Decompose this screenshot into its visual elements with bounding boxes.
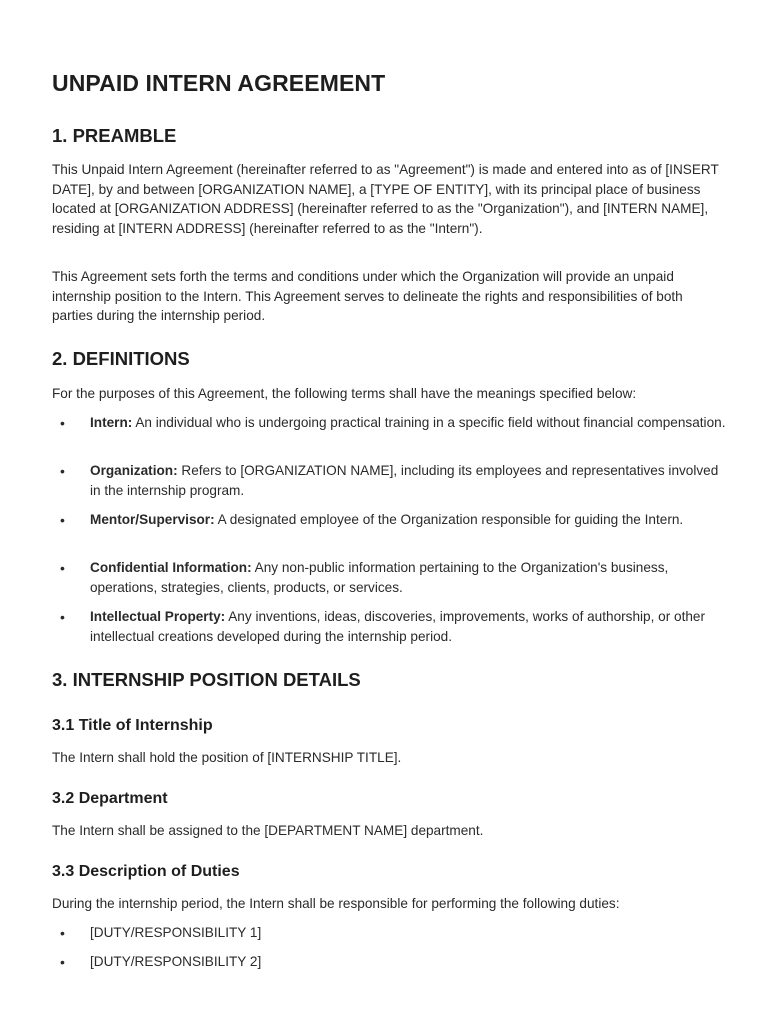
duty-text: [DUTY/RESPONSIBILITY 2] xyxy=(90,954,262,969)
duty-item xyxy=(52,923,730,943)
department-text: The Intern shall be assigned to the [DEPARTMENT NAME] department. xyxy=(52,823,484,838)
definition-text: Refers to [ORGANIZATION NAME], including its employees and representatives involved in the internship program. xyxy=(90,463,719,498)
definition-item-intern xyxy=(52,413,730,433)
bullet-icon: • xyxy=(60,463,65,479)
section-preamble-heading: 1. PREAMBLE xyxy=(52,125,177,146)
duty-item xyxy=(52,952,730,972)
definition-term: Intellectual Property: xyxy=(90,609,226,624)
duties-intro: During the internship period, the Intern shall be responsible for performing the following duties: xyxy=(52,896,620,911)
section-position-heading: 3. INTERNSHIP POSITION DETAILS xyxy=(52,669,361,690)
definition-term: Organization: xyxy=(90,463,178,478)
duty-text: [DUTY/RESPONSIBILITY 1] xyxy=(90,925,262,940)
definition-item-ip xyxy=(52,607,730,646)
document-title: UNPAID INTERN AGREEMENT xyxy=(52,70,386,96)
bullet-icon: • xyxy=(60,609,65,625)
bullet-icon: • xyxy=(60,560,65,576)
section-definitions-heading: 2. DEFINITIONS xyxy=(52,348,190,369)
internship-title-heading: 3.1 Title of Internship xyxy=(52,717,213,734)
bullet-icon: • xyxy=(60,954,65,970)
definition-item-confidential xyxy=(52,558,730,597)
definition-text: A designated employee of the Organization responsible for guiding the Intern. xyxy=(214,512,684,527)
department-heading: 3.2 Department xyxy=(52,790,168,807)
bullet-icon: • xyxy=(60,512,65,528)
definition-text: Any non-public information pertaining to the Organization's business, operations, strategies, clients, products, or services. xyxy=(90,560,669,595)
definition-term: Confidential Information: xyxy=(90,560,252,575)
definition-item-organization xyxy=(52,461,730,500)
duties-heading: 3.3 Description of Duties xyxy=(52,863,240,880)
definition-term: Intern: xyxy=(90,415,133,430)
definition-text: An individual who is undergoing practical training in a specific field without financial compensation. xyxy=(132,415,726,430)
definition-text: Any inventions, ideas, discoveries, improvements, works of authorship, or other intellectual creations developed during the internship period. xyxy=(90,609,706,644)
preamble-paragraph-2: This Agreement sets forth the terms and conditions under which the Organization will provide an unpaid internship position to the Intern. This Agreement serves to delineate the rights and responsibilities of both parties during the internship period. xyxy=(52,269,683,323)
internship-title-text: The Intern shall hold the position of [INTERNSHIP TITLE]. xyxy=(52,750,402,765)
preamble-paragraph-1: This Unpaid Intern Agreement (hereinafter referred to as "Agreement") is made and entered into as of [INSERT DATE], by and between [ORGANIZATION NAME], a [TYPE OF ENTITY], with its principal place of business located at [ORGANIZATION ADDRESS] (hereinafter referred to as the "Organization"), and [INTERN NAME], residing at [INTERN ADDRESS] (hereinafter referred to as the "Intern"). xyxy=(52,162,719,236)
bullet-icon: • xyxy=(60,925,65,941)
definition-term: Mentor/Supervisor: xyxy=(90,512,215,527)
bullet-icon: • xyxy=(60,415,65,431)
definitions-intro: For the purposes of this Agreement, the following terms shall have the meanings specified below: xyxy=(52,386,637,401)
definition-item-mentor xyxy=(52,510,730,530)
